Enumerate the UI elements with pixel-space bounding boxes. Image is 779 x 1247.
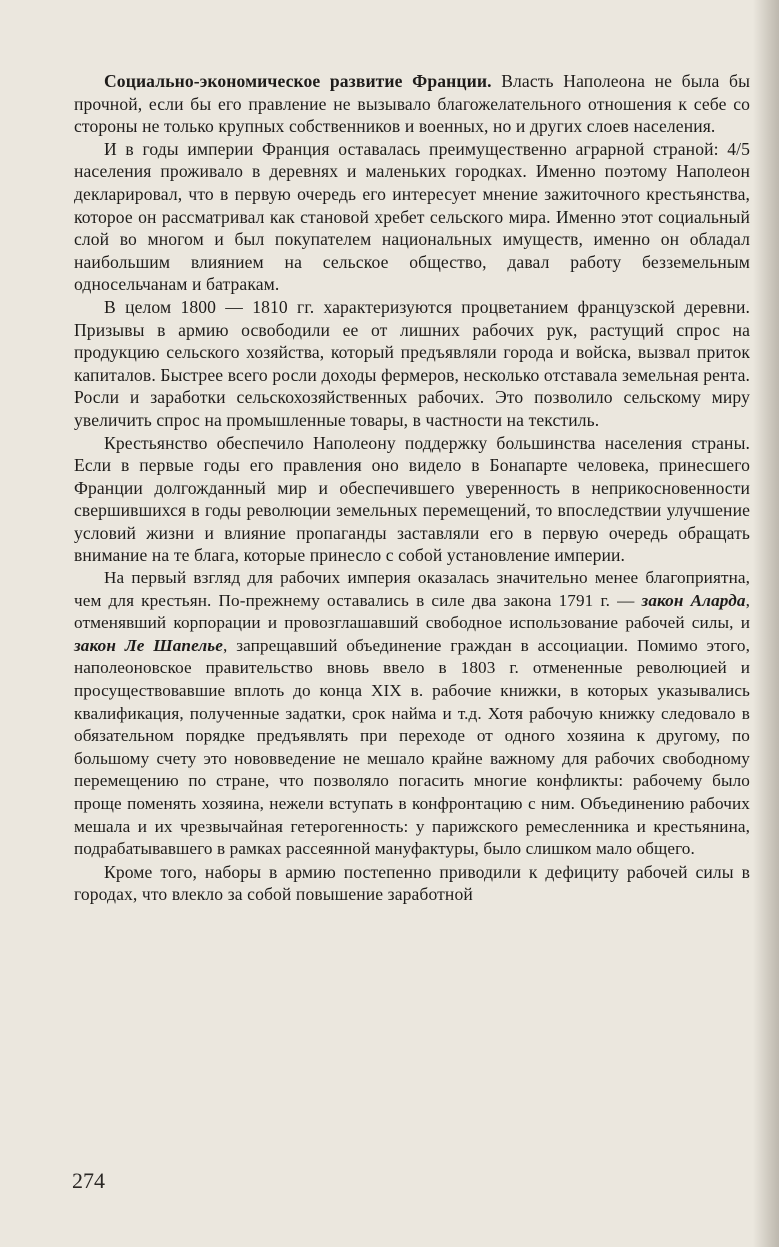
page-number: 274 bbox=[72, 1168, 105, 1193]
paragraph-6: Кроме того, наборы в армию постепенно приводили к дефициту рабочей силы в городах, что влекло за собой повышение заработной bbox=[74, 861, 750, 905]
paragraph-1 bbox=[74, 70, 750, 138]
body-text bbox=[74, 70, 750, 906]
paragraph-1-text: Власть Наполеона не была бы прочной, если бы его правление не вызывало благожелательного отношения к себе со стороны не только крупных собственников и военных, но и других слоев населения. bbox=[74, 71, 750, 137]
paragraph-5 bbox=[74, 567, 750, 861]
paragraph-5-part-1: На первый взгляд для рабочих империя оказалась значительно менее благоприятна, чем для крестьян. По-прежнему оставались в силе два закона 1791 г. — bbox=[74, 568, 750, 610]
paragraph-5-part-2: , отменявший корпорации и провозглашавший свободное использование рабочей силы, и bbox=[74, 590, 750, 633]
paragraph-5-part-3: , запрещавший объединение граждан в ассоциации. Помимо этого, наполеоновское правительство вновь ввело в 1803 г. отмененные революцией и просуществовавшие вплоть до конца XIX в. рабочие книжки, в которых указывались квалификация, полученные задатки, срок найма и т.д. Хотя рабочую книжку следовало в обязательном порядке предъявлять при переходе от одного хозяина к другому, по большому счету это нововведение не мешало крайне важному для рабочих свободному перемещению по стране, что позволяло погасить многие конфликты: рабочему было проще поменять хозяина, нежели вступать в конфронтацию с ним. Объединению рабочих мешала и их чрезвычайная гетерогенность: у парижского ремесленника и крестьянина, подрабатывавшего в рамках рассеянной мануфактуры, было слишком мало общего. bbox=[74, 635, 750, 859]
term-le-chapelier-law: закон Ле Шапелье bbox=[74, 635, 223, 655]
term-allard-law: закон Аларда bbox=[641, 590, 746, 610]
page-edge-shadow bbox=[753, 0, 779, 1247]
paragraph-3: В целом 1800 — 1810 гг. характеризуются процветанием французской деревни. Призывы в армию освободили ее от лишних рабочих рук, растущий спрос на продукцию сельского хозяйства, который предъявляли города и войска, вызвал приток капиталов. Быстрее всего росли доходы фермеров, несколько отставала земельная рента. Росли и заработки сельскохозяйственных рабочих. Это позволило сельскому миру увеличить спрос на промышленные товары, в частности на текстиль. bbox=[74, 296, 750, 430]
section-heading: Социально-экономическое развитие Франции. bbox=[104, 71, 492, 91]
paragraph-2: И в годы империи Франция оставалась преимущественно аграрной страной: 4/5 населения проживало в деревнях и маленьких городках. Именно поэтому Наполеон декларировал, что в первую очередь его интересует мнение зажиточного крестьянства, которое он рассматривал как становой хребет сельского мира. Именно этот социальный слой во многом и был покупателем национальных имуществ, именно он обладал наибольшим влиянием на сельское общество, давал работу безземельным односельчанам и батракам. bbox=[74, 138, 750, 295]
paragraph-4: Крестьянство обеспечило Наполеону поддержку большинства населения страны. Если в первые годы его правления оно видело в Бонапарте человека, принесшего Франции долгожданный мир и обеспечившего уверенность в неприкосновенности свершившихся в годы революции земельных перемещений, то впоследствии улучшение условий жизни и влияние пропаганды заставляли его в первую очередь обращать внимание на те блага, которые принесло с собой установление империи. bbox=[74, 432, 750, 566]
